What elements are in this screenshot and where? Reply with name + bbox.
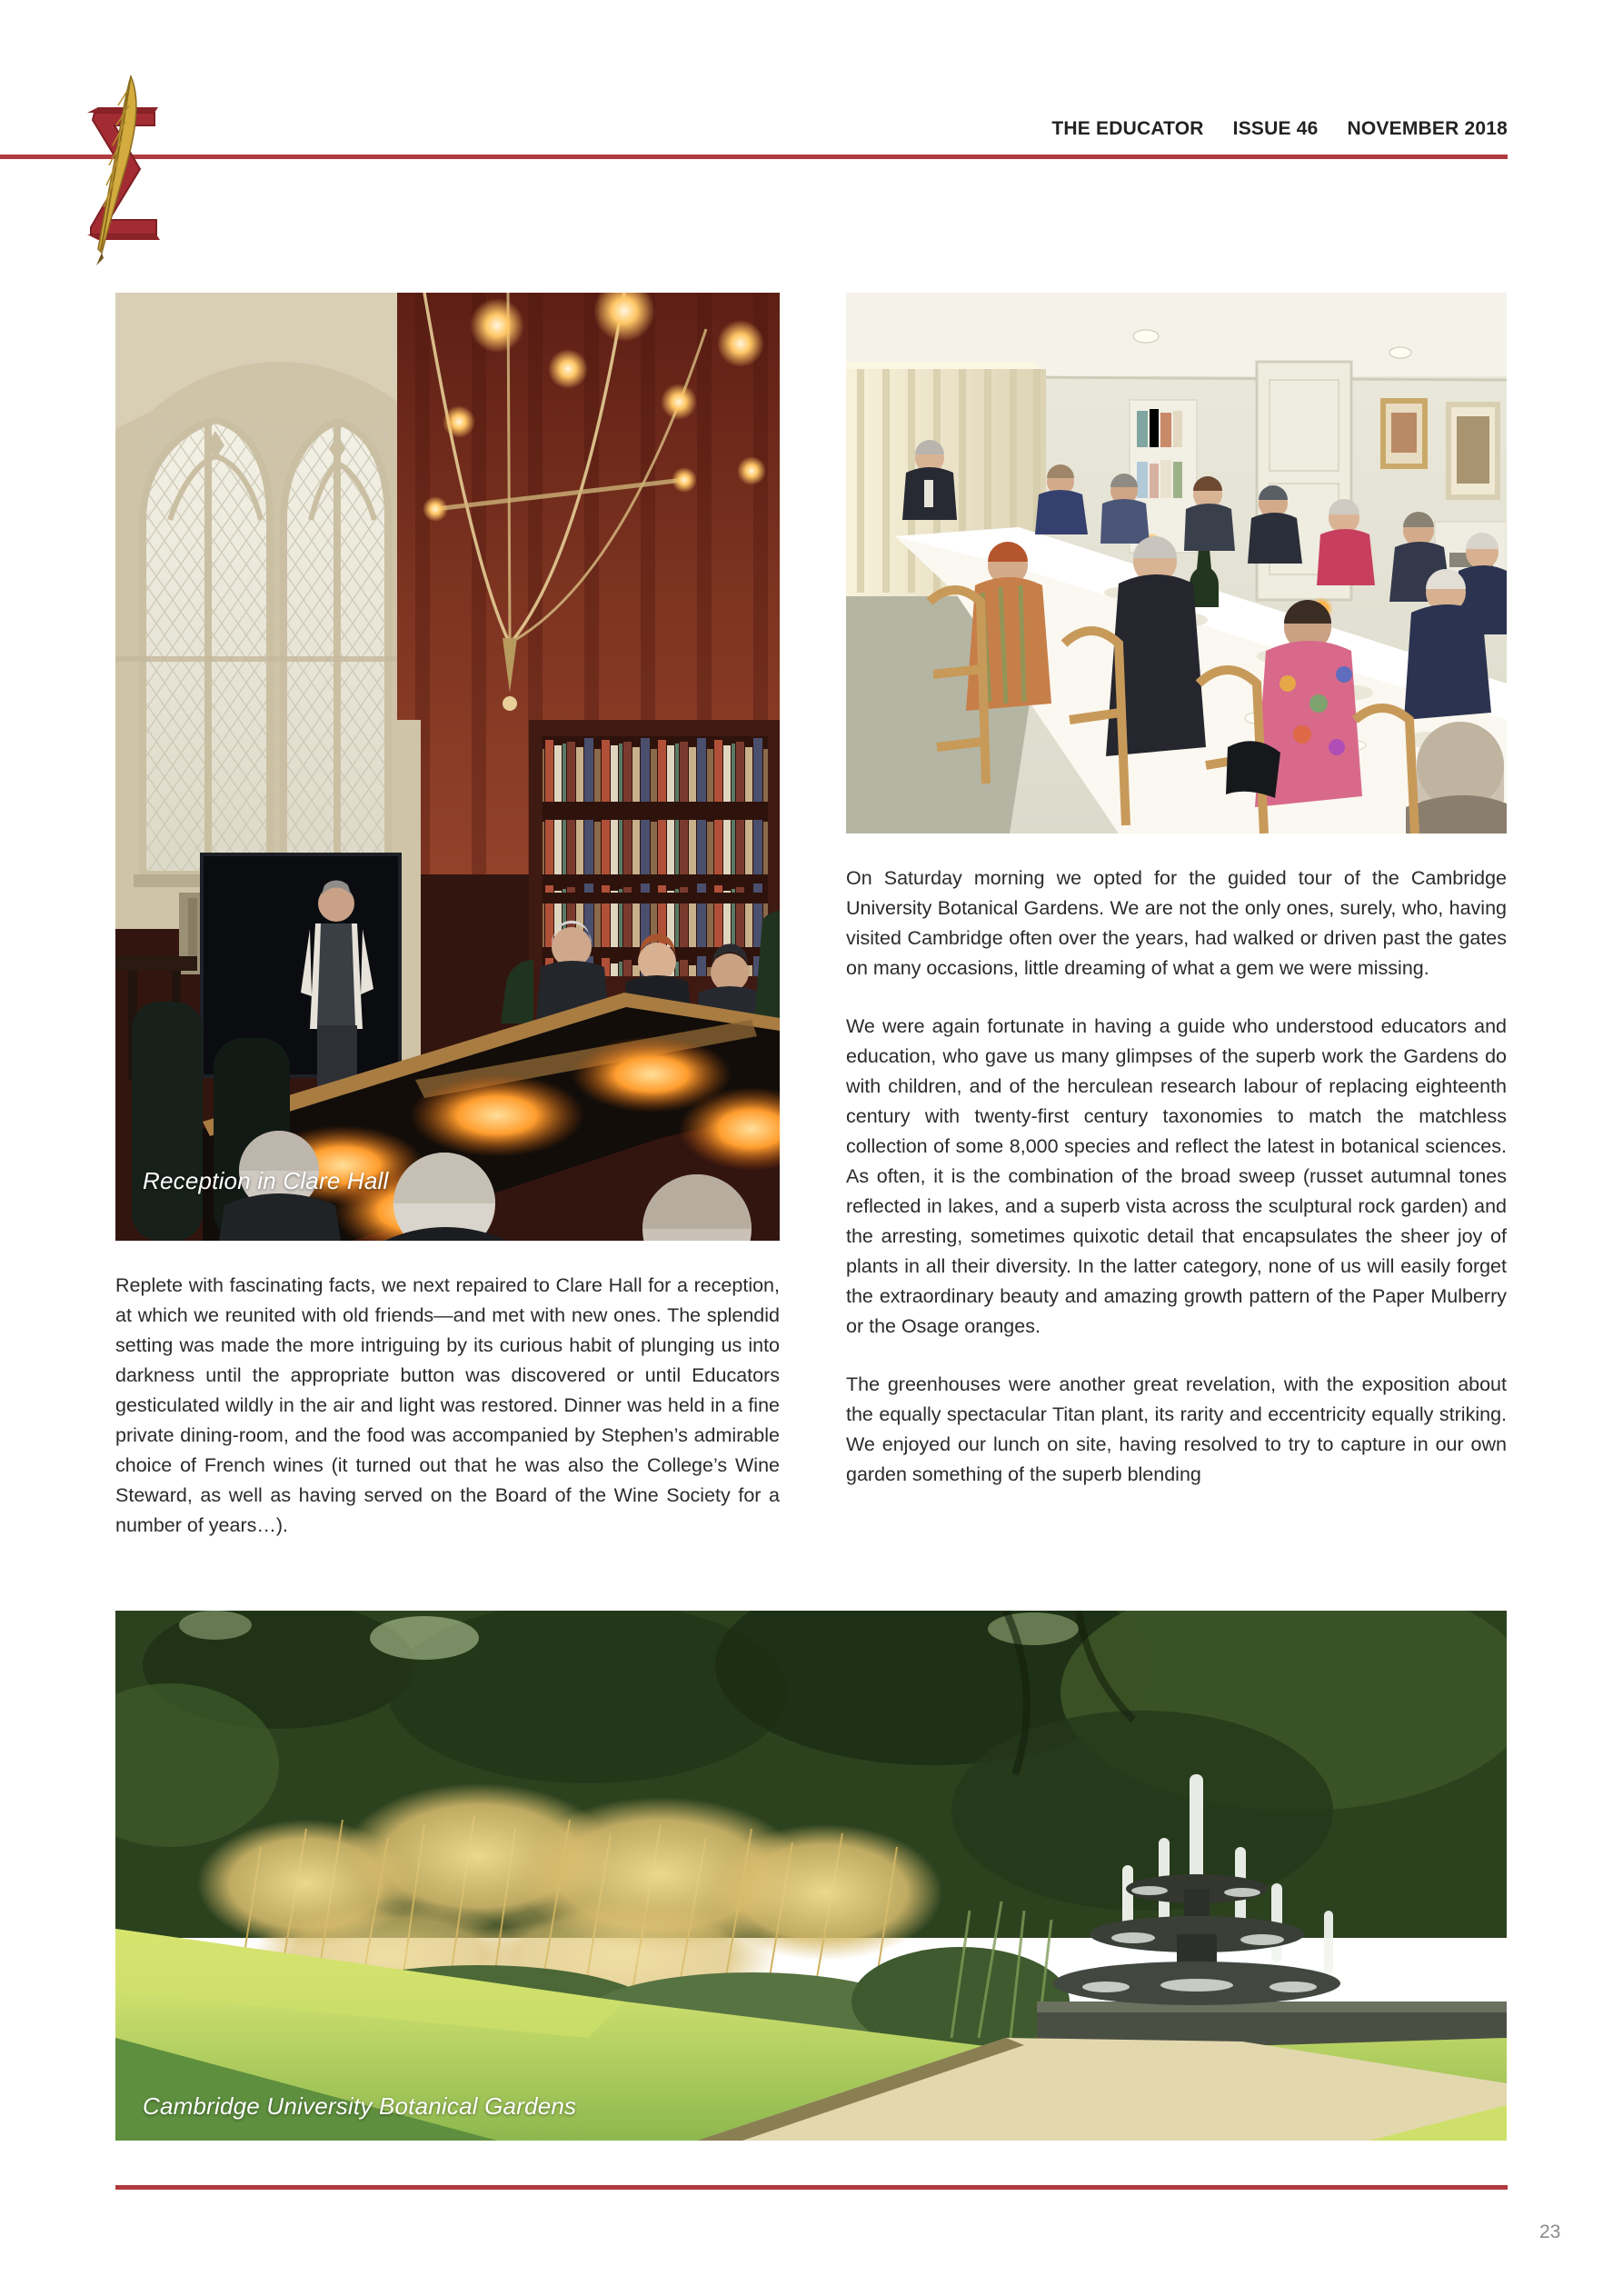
footer-rule (115, 2185, 1508, 2190)
header-date: NOVEMBER 2018 (1347, 118, 1508, 139)
article-column-right (846, 863, 1507, 1490)
article-paragraph-clare-hall: Replete with fascinating facts, we next repaired to Clare Hall for a reception, at which we reunited with old friends—and met with new ones. The splendid setting was made the more intriguing by its curious habit of plunging us into darkness until the appropriate button was discovered or until Educators gesticulated wildly in the air and light was restored. Dinner was held in a fine private dining-room, and the food was accompanied by Stephen’s admirable choice of French wines (it turned out that he was also the College’s Wine Steward, as well as having served on the Board of the Wine Society for a number of years…). (115, 1274, 780, 1536)
article-paragraph-gardens-2: We were again fortunate in having a guide who understood educators and education, who gave us many glimpses of the superb work the Gardens do with children, and of the herculean research labour of replacing eighteenth century with twenty-first century taxonomies to match the matchless collection of some 8,000 species and reflect the latest in botanical sciences. As often, it is the combination of the broad sweep (russet autumnal tones reflected in lakes, and a superb vista across the sculptural rock garden) and the arresting, sometimes quixotic detail that encapsulates the sheer joy of plants in all their diversity. In the latter category, none of us will easily forget the extraordinary beauty and amazing growth pattern of the Paper Mulberry or the Osage oranges. (846, 1015, 1507, 1337)
caption-botanical-gardens: Cambridge University Botanical Gardens (143, 2092, 577, 2120)
framed-picture-2 (1446, 402, 1500, 500)
downlight-2 (1389, 347, 1411, 358)
downlight (1133, 330, 1159, 343)
dinner-illustration (846, 293, 1507, 834)
page-number: 23 (1539, 2221, 1561, 2242)
gothic-window (115, 293, 397, 929)
photo-clare-hall-reception (115, 293, 780, 1241)
framed-picture-1 (1380, 398, 1428, 469)
photo-botanical-gardens (115, 1611, 1507, 2141)
article-paragraph-gardens-1: On Saturday morning we opted for the guided tour of the Cambridge University Botanical Gardens. We are not the only ones, surely, who, having visited Cambridge often over the years, had walked or driven past the gates on many occasions, little dreaming of what a gem we were missing. (846, 867, 1507, 979)
clare-hall-illustration (115, 293, 780, 1241)
header-magazine-title: THE EDUCATOR (1051, 118, 1204, 139)
photo-dinner (846, 293, 1507, 834)
caption-clare-hall: Reception in Clare Hall (143, 1167, 389, 1194)
gardens-illustration (115, 1611, 1507, 2141)
handbag (1226, 741, 1280, 798)
article-paragraph-gardens-3: The greenhouses were another great revelation, with the exposition about the equally spectacular Titan plant, its rarity and eccentricity equally striking. We enjoyed our lunch on site, having resolved to try to capture in our own garden something of the superb blending (846, 1373, 1507, 1485)
sigma-quill-logo (67, 75, 178, 267)
page-header (1051, 118, 1508, 140)
header-rule (0, 155, 1508, 159)
header-issue: ISSUE 46 (1232, 118, 1319, 139)
